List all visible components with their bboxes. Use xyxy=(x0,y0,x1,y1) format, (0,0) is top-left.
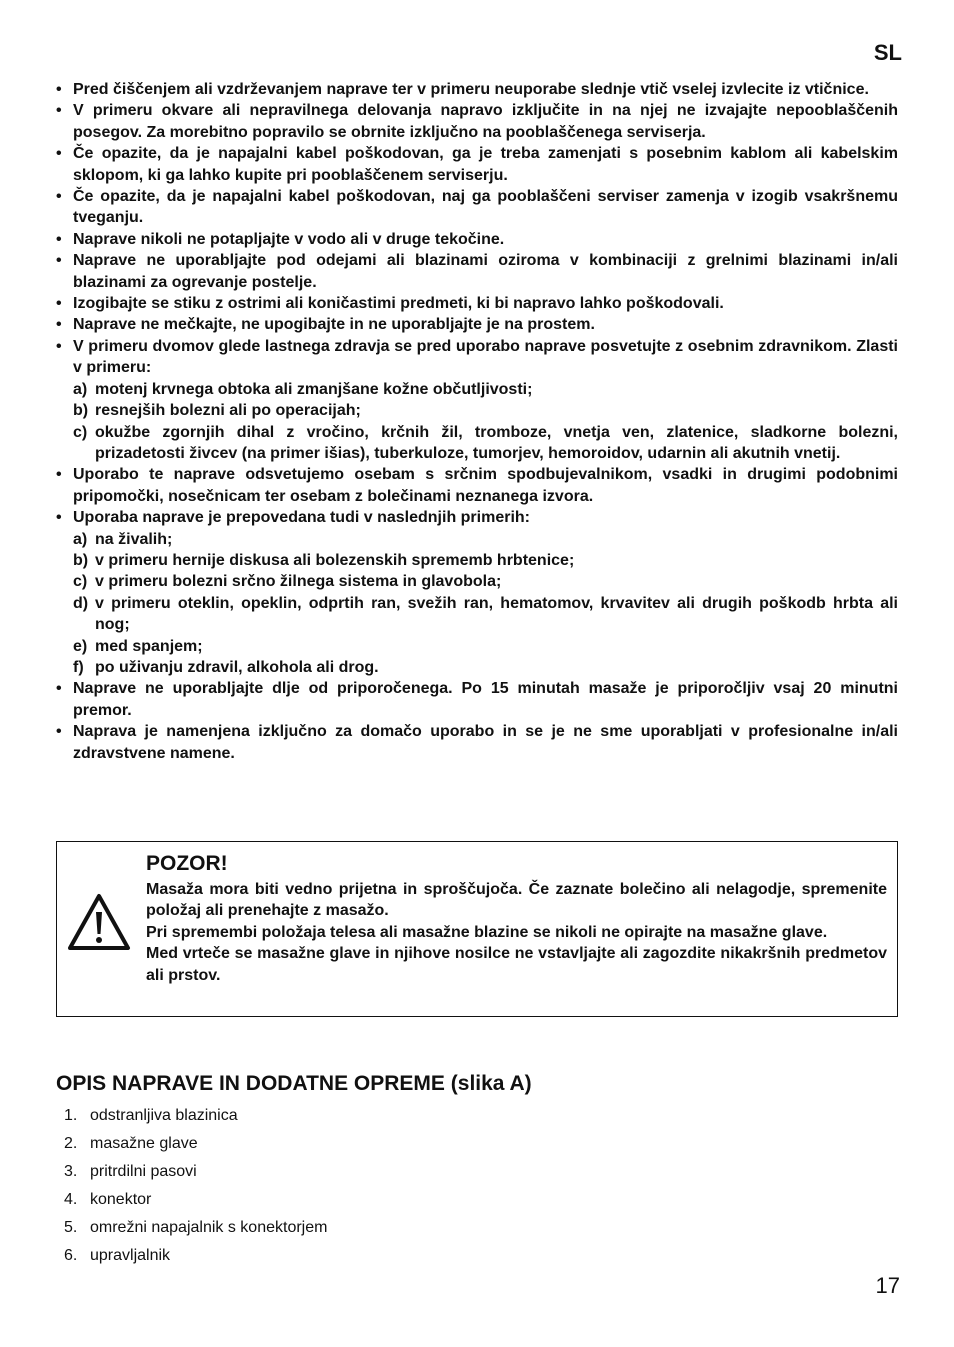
safety-bullet-item xyxy=(56,336,898,379)
sub-item-label: c) xyxy=(73,573,88,591)
part-label: upravljalnik xyxy=(90,1247,171,1264)
sub-item-text: motenj krvnega obtoka ali zmanjšane kožne občutljivosti; xyxy=(95,380,533,398)
safety-instructions-list xyxy=(56,79,898,764)
bullet-text: Naprave nikoli ne potapljajte v vodo ali v druge tekočine. xyxy=(73,230,505,248)
sub-item-text: v primeru hernije diskusa ali bolezenskih sprememb hrbtenice; xyxy=(95,551,575,569)
warning-title: POZOR! xyxy=(146,852,228,875)
bullet-dot: • xyxy=(56,252,62,270)
sub-item-text: okužbe zgornjih dihal z vročino, krčnih žil, tromboze, vnetja ven, zlatenice, sladkorne bolezni, prizadetosti živcev (na primer išias), tuberkuloze, tumorjev, hemoroidov, udarnin ali akutnih vnetij. xyxy=(95,423,898,462)
sub-item-label: b) xyxy=(73,402,89,420)
safety-bullet-item xyxy=(56,229,898,250)
bullet-dot: • xyxy=(56,509,62,527)
sub-item-text: resnejših bolezni ali po operacijah; xyxy=(95,402,361,420)
parts-list xyxy=(64,1104,327,1272)
bullet-text: V primeru dvomov glede lastnega zdravja se pred uporabo naprave posvetujte z osebnim zdravnikom. Zlasti v primeru: xyxy=(73,337,898,377)
part-label: odstranljiva blazinica xyxy=(90,1107,238,1124)
sub-item-label: a) xyxy=(73,530,88,548)
sub-item xyxy=(56,571,898,592)
sub-item xyxy=(56,529,898,550)
part-label: pritrdilni pasovi xyxy=(90,1163,197,1180)
part-number: 1. xyxy=(64,1107,78,1124)
sub-item-text: na živalih; xyxy=(95,530,173,548)
sub-item-label: c) xyxy=(73,423,88,441)
sub-item xyxy=(56,422,898,465)
bullet-dot: • xyxy=(56,295,62,313)
part-item xyxy=(64,1188,327,1216)
sub-item xyxy=(56,593,898,636)
safety-bullet-item xyxy=(56,721,898,764)
sub-item-text: v primeru oteklin, opeklin, odprtih ran, svežih ran, hematomov, krvavitev ali drugih poškodb hrbta ali nog; xyxy=(95,594,898,634)
part-label: konektor xyxy=(90,1191,152,1208)
sub-item xyxy=(56,636,898,657)
part-item xyxy=(64,1160,327,1188)
bullet-text: Če opazite, da je napajalni kabel poškodovan, ga je treba zamenjati s posebnim kablom ali kabelskim sklopom, ki ga lahko kupite pri pooblaščenem serviserju. xyxy=(73,145,898,184)
bullet-text: Naprave ne mečkajte, ne upogibajte in ne uporabljajte je na prostem. xyxy=(73,316,595,334)
bullet-text: Če opazite, da je napajalni kabel poškodovan, naj ga pooblaščeni serviser zamenja v izogib vsakršnemu tveganju. xyxy=(73,188,898,227)
part-item xyxy=(64,1244,327,1272)
sub-item-label: d) xyxy=(73,594,89,612)
bullet-text: Pred čiščenjem ali vzdrževanjem naprave ter v primeru neuporabe slednje vtič vselej izvlecite iz vtičnice. xyxy=(73,81,869,98)
safety-bullet-item xyxy=(56,143,898,186)
safety-bullet-item xyxy=(56,678,898,721)
bullet-text: Naprava je namenjena izključno za domačo uporabo in se je ne sme uporabljati v profesionalne in/ali zdravstvene namene. xyxy=(73,723,898,762)
warning-triangle-icon xyxy=(67,892,131,952)
bullet-dot: • xyxy=(56,188,62,206)
sub-item xyxy=(56,550,898,571)
safety-bullet-item xyxy=(56,79,898,100)
part-number: 5. xyxy=(64,1219,78,1236)
safety-bullet-item xyxy=(56,464,898,507)
bullet-text: Naprave ne uporabljajte pod odejami ali blazinami oziroma v kombinaciji z grelnimi blazinami in/ali blazinami za ogrevanje postelje. xyxy=(73,252,898,291)
sub-item-label: b) xyxy=(73,551,89,569)
warning-paragraph: Masaža mora biti vedno prijetna in sproščujoča. Če zaznate bolečino ali nelagodje, spremenite položaj ali prenehajte z masažo. xyxy=(146,881,887,920)
sub-item-label: f) xyxy=(73,658,84,676)
safety-bullet-item xyxy=(56,100,898,143)
bullet-dot: • xyxy=(56,230,62,248)
page-number: 17 xyxy=(875,1273,900,1298)
bullet-dot: • xyxy=(56,680,62,698)
sub-item xyxy=(56,400,898,421)
part-label: omrežni napajalnik s konektorjem xyxy=(90,1219,328,1236)
sub-item-text: po uživanju zdravil, alkohola ali drog. xyxy=(95,658,379,676)
part-label: masažne glave xyxy=(90,1135,198,1152)
warning-paragraph: Med vrteče se masažne glave in njihove nosilce ne vstavljajte ali zagozdite nikakršnih predmetov ali prstov. xyxy=(146,945,887,984)
warning-paragraph: Pri spremembi položaja telesa ali masažne blazine se nikoli ne opirajte na masažne glave. xyxy=(146,923,828,941)
safety-bullet-item xyxy=(56,250,898,293)
bullet-dot: • xyxy=(56,81,62,98)
part-item xyxy=(64,1216,327,1244)
part-number: 4. xyxy=(64,1191,78,1208)
safety-bullet-item xyxy=(56,186,898,229)
sub-item-label: a) xyxy=(73,380,88,398)
sub-item-text: med spanjem; xyxy=(95,637,203,655)
part-item xyxy=(64,1132,327,1160)
warning-box xyxy=(56,841,898,1017)
bullet-text: Izogibajte se stiku z ostrimi ali koničastimi predmeti, ki bi napravo lahko poškodovali. xyxy=(73,295,724,313)
bullet-dot: • xyxy=(56,102,62,120)
bullet-dot: • xyxy=(56,723,62,741)
sub-item xyxy=(56,657,898,678)
bullet-dot: • xyxy=(56,337,62,355)
safety-bullet-item xyxy=(56,293,898,314)
bullet-text: Uporaba naprave je prepovedana tudi v naslednjih primerih: xyxy=(73,509,530,527)
bullet-dot: • xyxy=(56,145,62,163)
section-title: OPIS NAPRAVE IN DODATNE OPREME (slika A) xyxy=(56,1072,532,1095)
warning-body xyxy=(146,879,887,986)
safety-bullet-item xyxy=(56,314,898,335)
part-number: 6. xyxy=(64,1247,78,1264)
bullet-text: Naprave ne uporabljajte dlje od priporočenega. Po 15 minutah masaže je priporočljiv vsaj 20 minutni premor. xyxy=(73,680,898,719)
bullet-dot: • xyxy=(56,466,62,484)
part-number: 2. xyxy=(64,1135,78,1152)
bullet-dot: • xyxy=(56,316,62,334)
part-item xyxy=(64,1104,327,1132)
part-number: 3. xyxy=(64,1163,78,1180)
sub-item-text: v primeru bolezni srčno žilnega sistema in glavobola; xyxy=(95,573,502,591)
sub-item-label: e) xyxy=(73,637,88,655)
bullet-text: V primeru okvare ali nepravilnega delovanja napravo izključite in na njej ne izvajajte nepooblaščenih posegov. Za morebitno popravilo se obrnite izključno na pooblaščenega serviserja. xyxy=(73,102,898,141)
safety-bullet-item xyxy=(56,507,898,528)
language-code: SL xyxy=(873,40,902,65)
sub-item xyxy=(56,379,898,400)
bullet-text: Uporabo te naprave odsvetujemo osebam s srčnim spodbujevalnikom, vsadki in drugimi podobnimi pripomočki, nosečnicam ter osebam z bolečinami neznanega izvora. xyxy=(73,466,898,505)
